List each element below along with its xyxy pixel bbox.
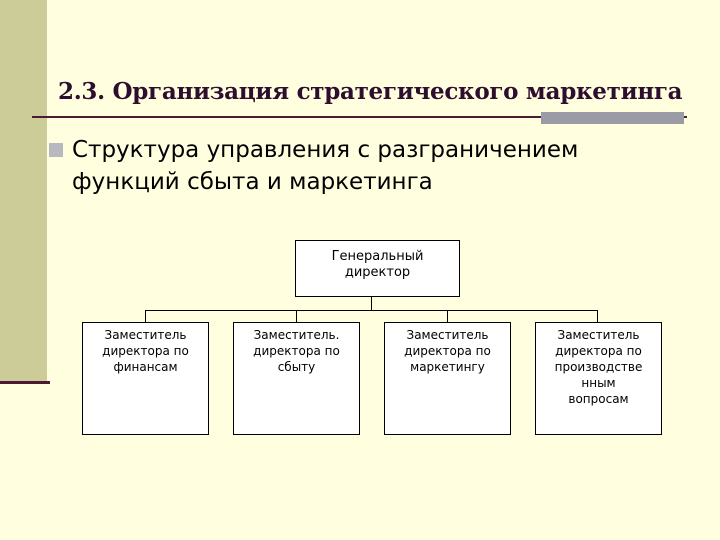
- org-box-label-line: директора по: [555, 344, 642, 358]
- org-box-deputy-finance: [82, 322, 209, 435]
- org-box-label-line: Заместитель: [104, 328, 187, 342]
- bullet-text: Структура управления с разграничением функций сбыта и маркетинга: [72, 137, 579, 195]
- org-box-label-line: Генеральный: [331, 249, 424, 264]
- org-box-label-line: нным: [581, 376, 616, 390]
- side-bar-underline: [0, 381, 50, 384]
- org-box-label-line: Заместитель.: [253, 328, 340, 342]
- org-box-label-line: директора по: [253, 344, 340, 358]
- connector-child-2: [296, 310, 297, 322]
- org-box-deputy-sales: [233, 322, 360, 435]
- org-box-label-line: сбыту: [277, 360, 316, 374]
- org-box-general-director: [295, 240, 460, 297]
- connector-horizontal: [145, 310, 598, 311]
- org-box-label-line: директора по: [404, 344, 491, 358]
- connector-root-down: [371, 297, 372, 310]
- connector-child-1: [145, 310, 146, 322]
- org-box-label-line: вопросам: [568, 392, 629, 406]
- org-box-label-line: финансам: [113, 360, 178, 374]
- org-box-label-line: Заместитель: [406, 328, 489, 342]
- org-box-label-line: директора по: [102, 344, 189, 358]
- org-box-label-line: Заместитель: [557, 328, 640, 342]
- org-box-label-line: директор: [344, 265, 411, 280]
- org-box-deputy-marketing: [384, 322, 511, 435]
- org-box-label-line: маркетингу: [410, 360, 485, 374]
- title-divider-accent: [541, 112, 684, 124]
- slide-title: 2.3. Организация стратегического маркетинга: [58, 78, 683, 105]
- org-box-deputy-production: [535, 322, 662, 435]
- bullet-icon: [49, 143, 63, 157]
- org-box-label-line: производстве: [554, 360, 643, 374]
- connector-child-4: [597, 310, 598, 322]
- decorative-side-bar: [0, 0, 47, 383]
- connector-child-3: [447, 310, 448, 322]
